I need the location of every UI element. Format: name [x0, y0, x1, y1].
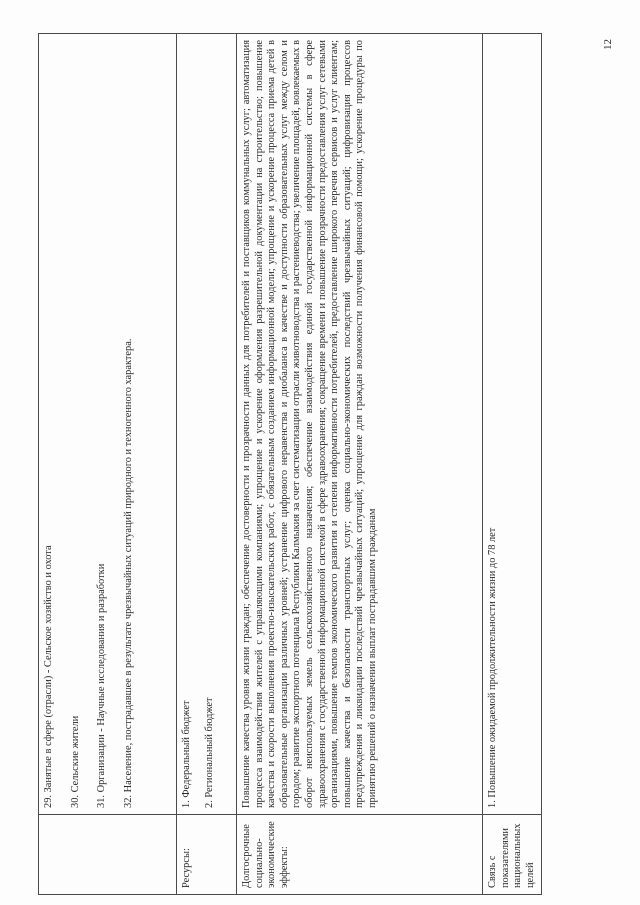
table-row-beneficiaries — [39, 34, 177, 895]
list-item: 2. Региональный бюджет — [203, 697, 215, 808]
list-item: 32. Население, пострадавшее в результате чрезвычайных ситуаций природного и техногенного характера. — [122, 338, 134, 808]
rotated-table-container — [38, 33, 536, 895]
table-row-link — [483, 34, 542, 895]
table-row-effects — [237, 34, 483, 895]
list-item: 31. Организации - Научные исследования и разработки — [96, 563, 108, 808]
row-label-effects: Долгосрочные социально-экономические эффекты: — [237, 815, 483, 895]
list-item: 29. Занятые в сфере (отрасли) - Сельское хозяйство и охота — [43, 545, 54, 808]
page-number: 12 — [602, 39, 614, 50]
list-item: 1. Федеральный бюджет — [181, 700, 192, 808]
row-content-beneficiaries — [39, 34, 177, 815]
passport-table — [38, 33, 542, 895]
row-content-link — [483, 34, 542, 815]
row-content-effects: Повышение качества уровня жизни граждан; обеспечение достоверности и прозрачности данных для потребителей и поставщиков коммунальных услуг; автоматизация процесса взаимодействия жителей с управляющими компаниями; упрощение и ускорение оформления разрешительной документации на строительство; повышение качества и скорости выполнения проектно-изыскательских работ, с обязательным созданием информационной модели; упрощение и ускорение процесса приема детей в образовательные организации различных уровней; устранение цифрового неравенства и диобаланса в качестве и доступности образовательных услуг между селом и городом; развитие экспортного потенциала Республики Калмыкия за счет систематизации отрасли животноводства и растениеводства; увеличение площадей, вовлекаемых в оборот неиспользуемых земель сельскохозяйственного назначения; обеспечение взаимодействия единой государственной информационной системы в сфере здравоохранения с государственной информационной системой в сфере здравоохранения; сокращение времени и повышение прозрачности предоставления услуг сетевыми организациями, повышение темпов экономического развития и степени информативности потребителей, предоставление широкого перечня сервисов и услуг клиентам; повышение качества и безопасности транспортных услуг; оценка социально-экономических последствий чрезвычайных ситуаций; цифровизация процессов предупреждения и ликвидации последствий чрезвычайных ситуаций; упрощение для граждан возможности получения финансовой помощи; ускорение процедуры по принятию решений о назначении выплат пострадавшим гражданам — [237, 34, 483, 815]
row-label-link: Связь с показателями национальных целей — [483, 815, 542, 895]
list-item: 30. Сельские жители — [69, 715, 81, 808]
row-label-resources: Ресурсы: — [177, 815, 237, 895]
row-content-resources — [177, 34, 237, 815]
row-label-beneficiaries — [39, 815, 177, 895]
list-item: 1. Повышение ожидаемой продолжительности жизни до 78 лет — [487, 527, 498, 808]
table-row-resources — [177, 34, 237, 895]
